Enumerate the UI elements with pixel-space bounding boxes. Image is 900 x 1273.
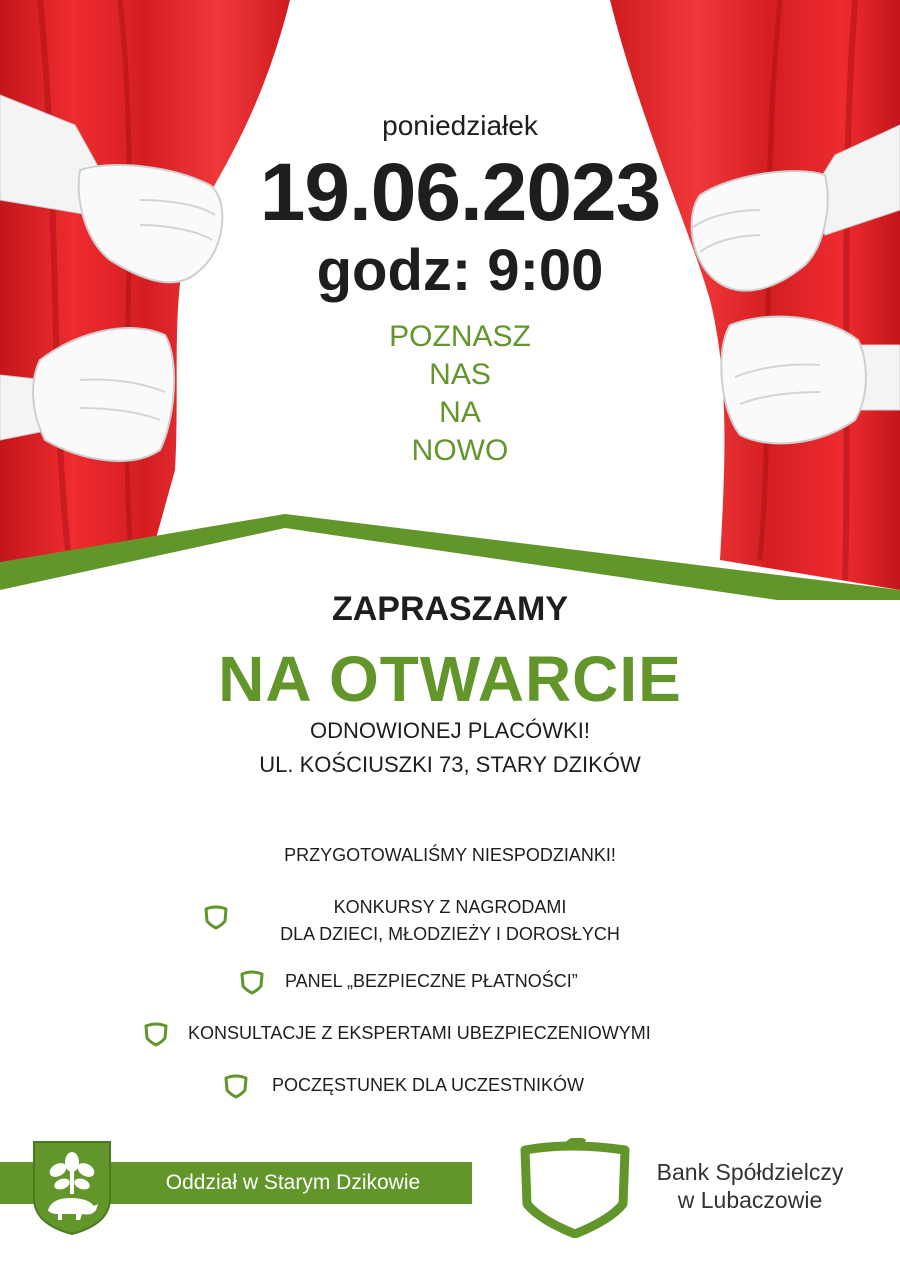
coat-of-arms-icon bbox=[32, 1140, 112, 1236]
invitation-heading: ZAPRASZAMY bbox=[331, 590, 569, 628]
opening-heading: NA OTWARCIE bbox=[218, 643, 682, 715]
speech-bubble-icon bbox=[222, 1072, 250, 1100]
event-time: godz: 9:00 bbox=[316, 238, 604, 303]
list-item-line: DLA DZIECI, MŁODZIEŻY I DOROSŁYCH bbox=[280, 924, 620, 944]
bank-logo-icon bbox=[515, 1138, 635, 1238]
bank-name-line: w Lubaczowie bbox=[677, 1187, 823, 1213]
speech-bubble-icon bbox=[142, 1020, 170, 1048]
list-item bbox=[285, 968, 685, 995]
speech-bubble-icon bbox=[202, 903, 230, 931]
list-item bbox=[188, 1020, 788, 1047]
bank-name-line: Bank Spółdzielczy bbox=[656, 1159, 844, 1185]
roof-band bbox=[0, 0, 900, 600]
slogan-line: NA bbox=[439, 396, 481, 429]
slogan-line: NOWO bbox=[411, 434, 509, 467]
list-item bbox=[240, 894, 660, 948]
list-item-line: POCZĘSTUNEK DLA UCZESTNIKÓW bbox=[272, 1075, 585, 1095]
list-item bbox=[272, 1072, 692, 1099]
renovated-branch-text: ODNOWIONEJ PLACÓWKI! bbox=[310, 718, 590, 743]
event-date: 19.06.2023 bbox=[259, 147, 661, 238]
slogan-line: NAS bbox=[429, 358, 491, 391]
day-of-week: poniedziałek bbox=[382, 110, 538, 141]
bank-name bbox=[640, 1158, 860, 1214]
branch-address: UL. KOŚCIUSZKI 73, STARY DZIKÓW bbox=[259, 752, 641, 777]
list-item-line: KONSULTACJE Z EKSPERTAMI UBEZPIECZENIOWYMI bbox=[188, 1023, 651, 1043]
list-item-line: KONKURSY Z NAGRODAMI bbox=[333, 897, 567, 917]
list-item-line: PANEL „BEZPIECZNE PŁATNOŚCI” bbox=[285, 971, 578, 991]
speech-bubble-icon bbox=[238, 968, 266, 996]
branch-name: Oddział w Starym Dzikowie bbox=[165, 1171, 421, 1194]
surprises-title: PRZYGOTOWALIŚMY NIESPODZIANKI! bbox=[284, 845, 616, 865]
slogan-line: POZNASZ bbox=[389, 320, 531, 353]
